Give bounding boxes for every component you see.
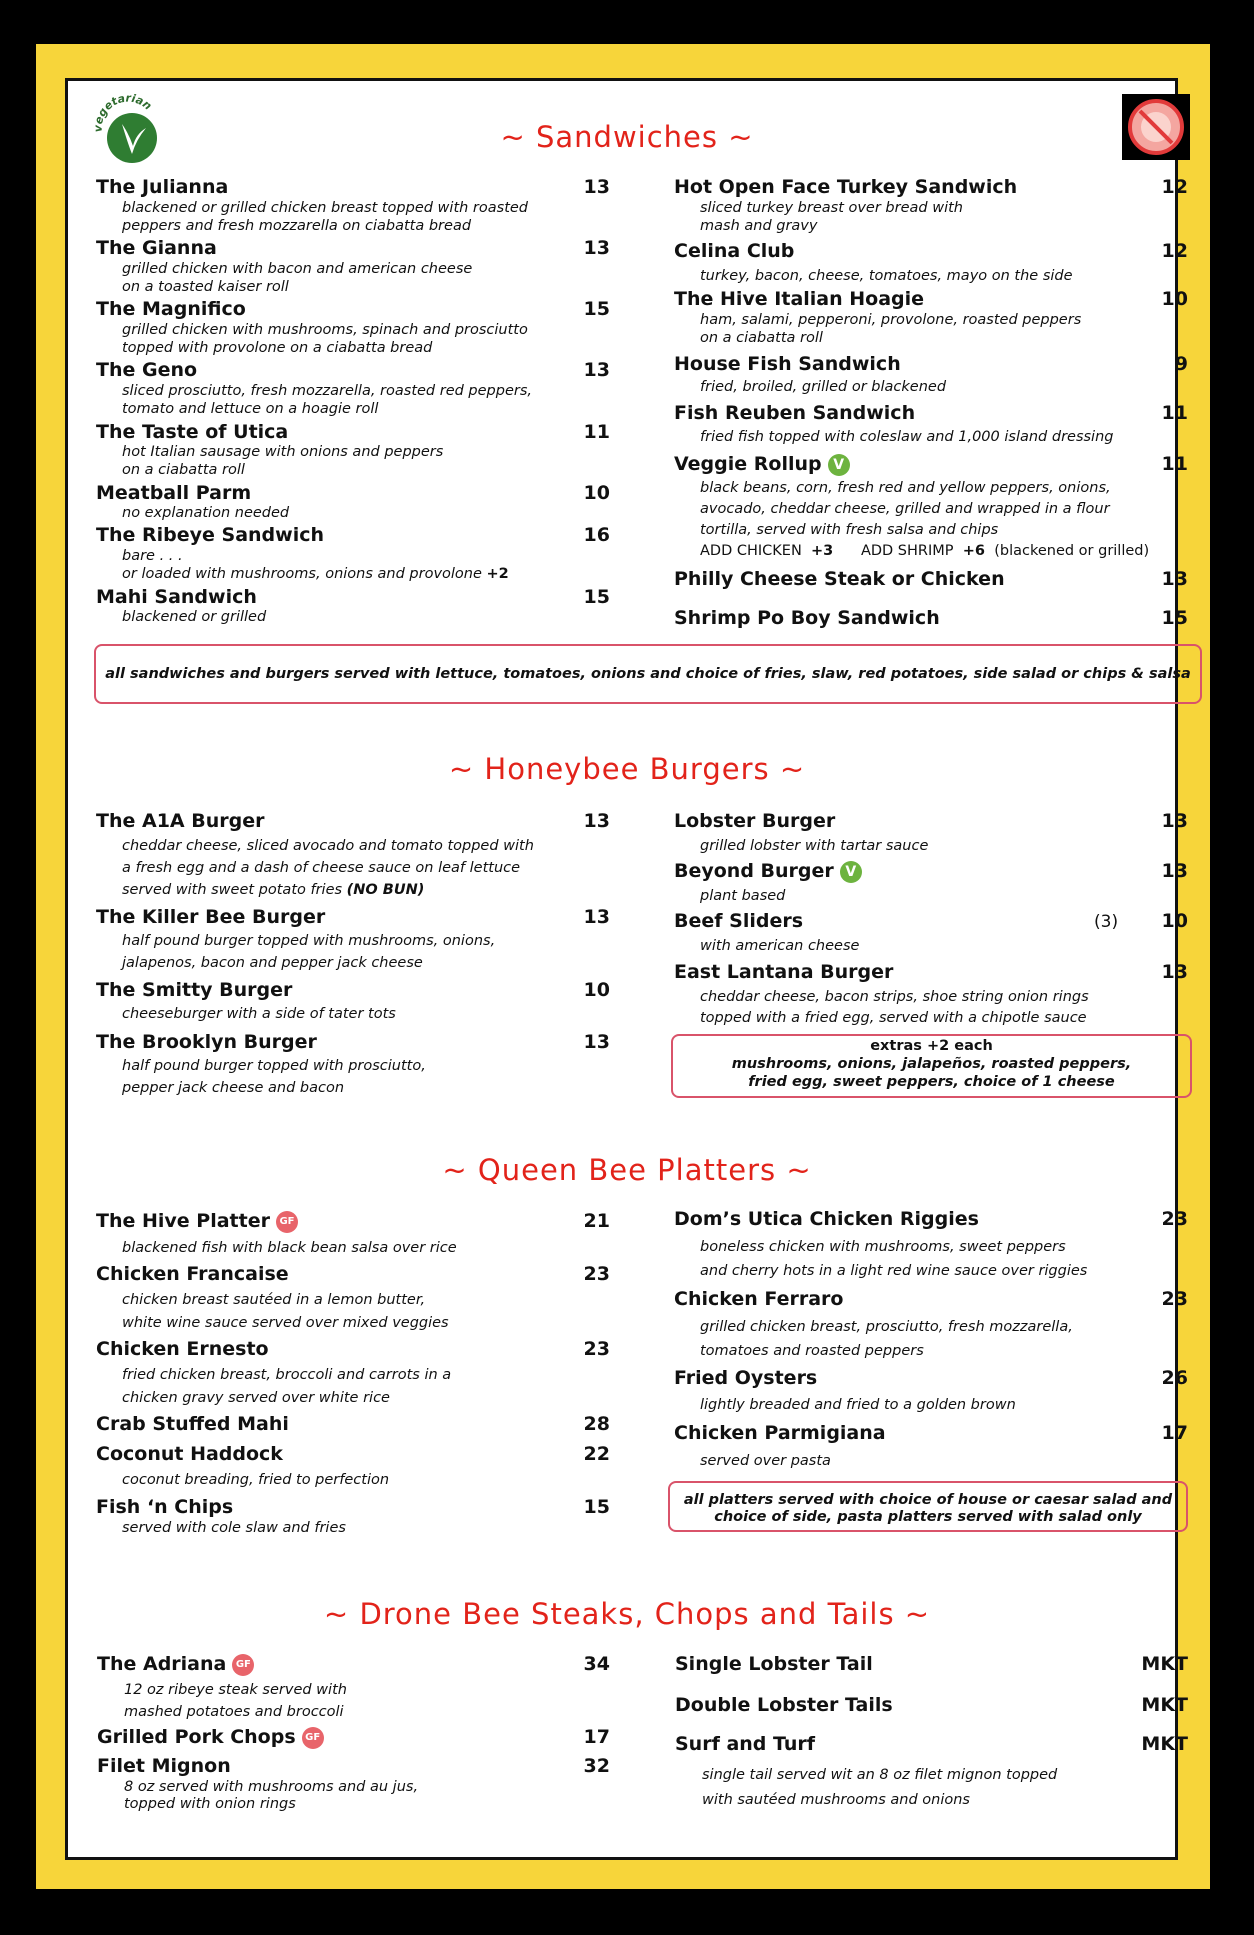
menu-item-price: 10 [1161,910,1188,932]
menu-item-desc: with american cheese [700,938,860,954]
menu-item-desc: on a ciabatta roll [700,330,823,346]
menu-item-desc: ham, salami, pepperoni, provolone, roasted peppers [700,312,1082,328]
menu-item-qty: (3) [1094,912,1119,932]
menu-item-desc: cheddar cheese, bacon strips, shoe string onion rings [700,989,1089,1005]
menu-item-name: Celina Club [674,240,795,262]
menu-item-desc: 12 oz ribeye steak served with [124,1682,347,1698]
menu-item-price: 34 [583,1653,610,1675]
menu-item-price: 15 [583,586,610,608]
menu-item-price: 13 [583,810,610,832]
menu-item-name: Beyond Burger V [674,860,862,883]
platters-title: ~ Queen Bee Platters ~ [442,1153,812,1187]
menu-item-desc: grilled chicken with mushrooms, spinach and prosciutto [122,322,528,338]
sandwiches-note: all sandwiches and burgers served with lettuce, tomatoes, onions and choice of fries, slaw, red potatoes, side salad or chips & salsa [94,644,1202,704]
menu-item-desc: tomatoes and roasted peppers [700,1343,924,1359]
menu-item-desc: tortilla, served with fresh salsa and chips [700,522,999,538]
menu-item-name: The Taste of Utica [96,421,289,443]
menu-item-desc: chicken breast sautéed in a lemon butter, [122,1292,426,1308]
menu-item-price: 23 [1161,1288,1188,1310]
menu-item-price: 13 [583,176,610,198]
menu-item-price: MKT [1141,1694,1188,1716]
menu-item-price: 13 [583,906,610,928]
menu-item-desc: grilled chicken breast, prosciutto, fresh mozzarella, [700,1319,1073,1335]
menu-item-price: 13 [1161,810,1188,832]
burger-extras-note: extras +2 each mushrooms, onions, jalapeños, roasted peppers, fried egg, sweet peppers, choice of 1 cheese [671,1034,1192,1098]
menu-item-name: The A1A Burger [96,810,265,832]
menu-item-price: 12 [1161,176,1188,198]
gluten-free-badge-icon: GF [302,1727,324,1749]
menu-item-name: Chicken Parmigiana [674,1422,886,1444]
menu-item-desc: single tail served wit an 8 oz filet mignon topped [702,1767,1058,1783]
menu-item-price: 23 [1161,1208,1188,1230]
steaks-title: ~ Drone Bee Steaks, Chops and Tails ~ [323,1597,931,1631]
menu-item-desc: fried chicken breast, broccoli and carrots in a [122,1367,452,1383]
menu-item-name: The Hive Italian Hoagie [674,288,925,310]
menu-item-desc: on a toasted kaiser roll [122,279,289,295]
menu-item-name: Fish Reuben Sandwich [674,402,916,424]
menu-item-desc: served over pasta [700,1453,831,1469]
menu-item-desc: sliced turkey breast over bread with [700,200,963,216]
menu-item-desc: pepper jack cheese and bacon [122,1080,345,1096]
menu-item-price: 13 [1161,568,1188,590]
menu-item-desc: boneless chicken with mushrooms, sweet peppers [700,1239,1066,1255]
menu-item-price: 13 [583,1031,610,1053]
menu-item-name: Single Lobster Tail [675,1653,873,1675]
menu-item-price: MKT [1141,1653,1188,1675]
menu-item-price: 12 [1161,240,1188,262]
menu-item-desc: cheeseburger with a side of tater tots [122,1006,396,1022]
menu-item-desc: chicken gravy served over white rice [122,1390,390,1406]
menu-item-price: 10 [583,482,610,504]
menu-item-desc: mash and gravy [700,218,818,234]
menu-item-desc: grilled lobster with tartar sauce [700,838,929,854]
menu-item-name: Philly Cheese Steak or Chicken [674,568,1005,590]
menu-item-price: 22 [583,1443,610,1465]
menu-item-desc: fried, broiled, grilled or blackened [700,379,947,395]
menu-item-desc: cheddar cheese, sliced avocado and tomato topped with [122,838,534,854]
menu-item-price: 17 [1161,1422,1188,1444]
menu-item-desc: avocado, cheddar cheese, grilled and wrapped in a flour [700,501,1110,517]
menu-item-price: 9 [1174,353,1188,375]
menu-item-price: 11 [1161,402,1188,424]
menu-item-name: East Lantana Burger [674,961,894,983]
menu-item-desc: black beans, corn, fresh red and yellow peppers, onions, [700,480,1111,496]
menu-item-desc: blackened or grilled [122,609,267,625]
menu-item-price: 26 [1161,1367,1188,1389]
menu-item-desc: tomato and lettuce on a hoagie roll [122,401,379,417]
menu-item-desc: lightly breaded and fried to a golden brown [700,1397,1016,1413]
menu-item-name: Coconut Haddock [96,1443,283,1465]
menu-item-price: 13 [1161,860,1188,882]
menu-item-desc: topped with onion rings [124,1796,296,1812]
menu-item-desc: a fresh egg and a dash of cheese sauce on leaf lettuce [122,860,521,876]
vegetarian-badge-icon: V [840,861,862,883]
menu-item-desc: 8 oz served with mushrooms and au jus, [124,1779,419,1795]
menu-item-price: 15 [583,1496,610,1518]
menu-item-name: Lobster Burger [674,810,836,832]
menu-item-name: Grilled Pork Chops GF [97,1726,324,1749]
menu-item-price: 17 [583,1726,610,1748]
menu-item-desc: sliced prosciutto, fresh mozzarella, roasted red peppers, [122,383,533,399]
menu-item-desc: grilled chicken with bacon and american cheese [122,261,473,277]
menu-item-desc: turkey, bacon, cheese, tomatoes, mayo on the side [700,268,1073,284]
menu-item-name: The Adriana GF [97,1653,254,1676]
menu-item-price: 10 [583,979,610,1001]
menu-item-name: Shrimp Po Boy Sandwich [674,607,940,629]
gluten-free-badge-icon: GF [276,1211,298,1233]
menu-item-desc: with sautéed mushrooms and onions [702,1792,970,1808]
menu-item-name: The Killer Bee Burger [96,906,326,928]
menu-item-desc: mashed potatoes and broccoli [124,1704,344,1720]
menu-item-desc: peppers and fresh mozzarella on ciabatta bread [122,218,472,234]
menu-item-price: 32 [583,1755,610,1777]
menu-item-name: Chicken Francaise [96,1263,289,1285]
menu-item-name: Surf and Turf [675,1733,816,1755]
menu-item-price: 15 [583,298,610,320]
menu-item-desc: or loaded with mushrooms, onions and provolone +2 [122,566,509,582]
menu-item-desc: served with sweet potato fries (NO BUN) [122,882,425,898]
menu-item-name: The Magnifico [96,298,246,320]
menu-item-name: Fried Oysters [674,1367,818,1389]
platters-note: all platters served with choice of house or caesar salad and choice of side, pasta platters served with salad only [668,1481,1188,1532]
menu-item-name: Fish ‘n Chips [96,1496,234,1518]
menu-item-desc: blackened fish with black bean salsa over rice [122,1240,457,1256]
menu-item-desc: half pound burger topped with mushrooms, onions, [122,933,496,949]
menu-item-price: 11 [583,421,610,443]
menu-item-price: 21 [583,1210,610,1232]
burgers-title: ~ Honeybee Burgers ~ [448,752,806,786]
menu-item-name: Chicken Ferraro [674,1288,844,1310]
menu-item-price: 28 [583,1413,610,1435]
vegetarian-logo-text: vegetarian [92,94,155,133]
menu-item-desc: blackened or grilled chicken breast topped with roasted [122,200,529,216]
menu-item-name: Beef Sliders [674,910,804,932]
menu-item-desc: white wine sauce served over mixed veggies [122,1315,449,1331]
menu-item-price: 13 [1161,961,1188,983]
menu-item-desc: fried fish topped with coleslaw and 1,000 island dressing [700,429,1114,445]
menu-item-price: 16 [583,524,610,546]
menu-item-name: The Brooklyn Burger [96,1031,317,1053]
menu-item-name: Crab Stuffed Mahi [96,1413,289,1435]
menu-item-desc: jalapenos, bacon and pepper jack cheese [122,955,423,971]
menu-item-price: 10 [1161,288,1188,310]
menu-item-name: The Gianna [96,237,217,259]
menu-item-price: 23 [583,1263,610,1285]
menu-item-desc: topped with provolone on a ciabatta bread [122,340,433,356]
menu-item-price: MKT [1141,1733,1188,1755]
menu-item-name: The Julianna [96,176,229,198]
menu-item-name: Chicken Ernesto [96,1338,269,1360]
menu-item-desc: topped with a fried egg, served with a chipotle sauce [700,1010,1087,1026]
menu-item-price: 23 [583,1338,610,1360]
menu-item-name: The Smitty Burger [96,979,293,1001]
addon-line: ADD CHICKEN +3 ADD SHRIMP +6 (blackened or grilled) [700,543,1150,559]
addon-price: +2 [486,566,509,582]
menu-item-desc: coconut breading, fried to perfection [122,1472,390,1488]
menu-item-name: Hot Open Face Turkey Sandwich [674,176,1018,198]
menu-item-name: The Hive Platter GF [96,1210,298,1233]
menu-item-desc: no explanation needed [122,505,290,521]
menu-item-name: Mahi Sandwich [96,586,257,608]
gluten-free-badge-icon: GF [232,1654,254,1676]
menu-item-name: Dom’s Utica Chicken Riggies [674,1208,979,1230]
menu-item-desc: hot Italian sausage with onions and peppers [122,444,444,460]
menu-item-desc: served with cole slaw and fries [122,1520,346,1536]
menu-item-name: Meatball Parm [96,482,252,504]
menu-item-name: Double Lobster Tails [675,1694,893,1716]
menu-item-desc: half pound burger topped with prosciutto, [122,1058,426,1074]
menu-item-desc: plant based [700,888,786,904]
vegetarian-badge-icon: V [828,454,850,476]
menu-item-price: 15 [1161,607,1188,629]
menu-item-desc: on a ciabatta roll [122,462,245,478]
menu-item-name: The Geno [96,359,198,381]
menu-item-price: 13 [583,237,610,259]
menu-item-price: 11 [1161,453,1188,475]
sandwiches-title: ~ Sandwiches ~ [500,120,754,154]
menu-item-desc: bare . . . [122,548,183,564]
menu-item-desc: and cherry hots in a light red wine sauce over riggies [700,1263,1088,1279]
menu-item-price: 13 [583,359,610,381]
menu-item-name: Filet Mignon [97,1755,231,1777]
menu-item-name: Veggie Rollup V [674,453,850,476]
menu-item-name: House Fish Sandwich [674,353,901,375]
menu-item-name: The Ribeye Sandwich [96,524,324,546]
